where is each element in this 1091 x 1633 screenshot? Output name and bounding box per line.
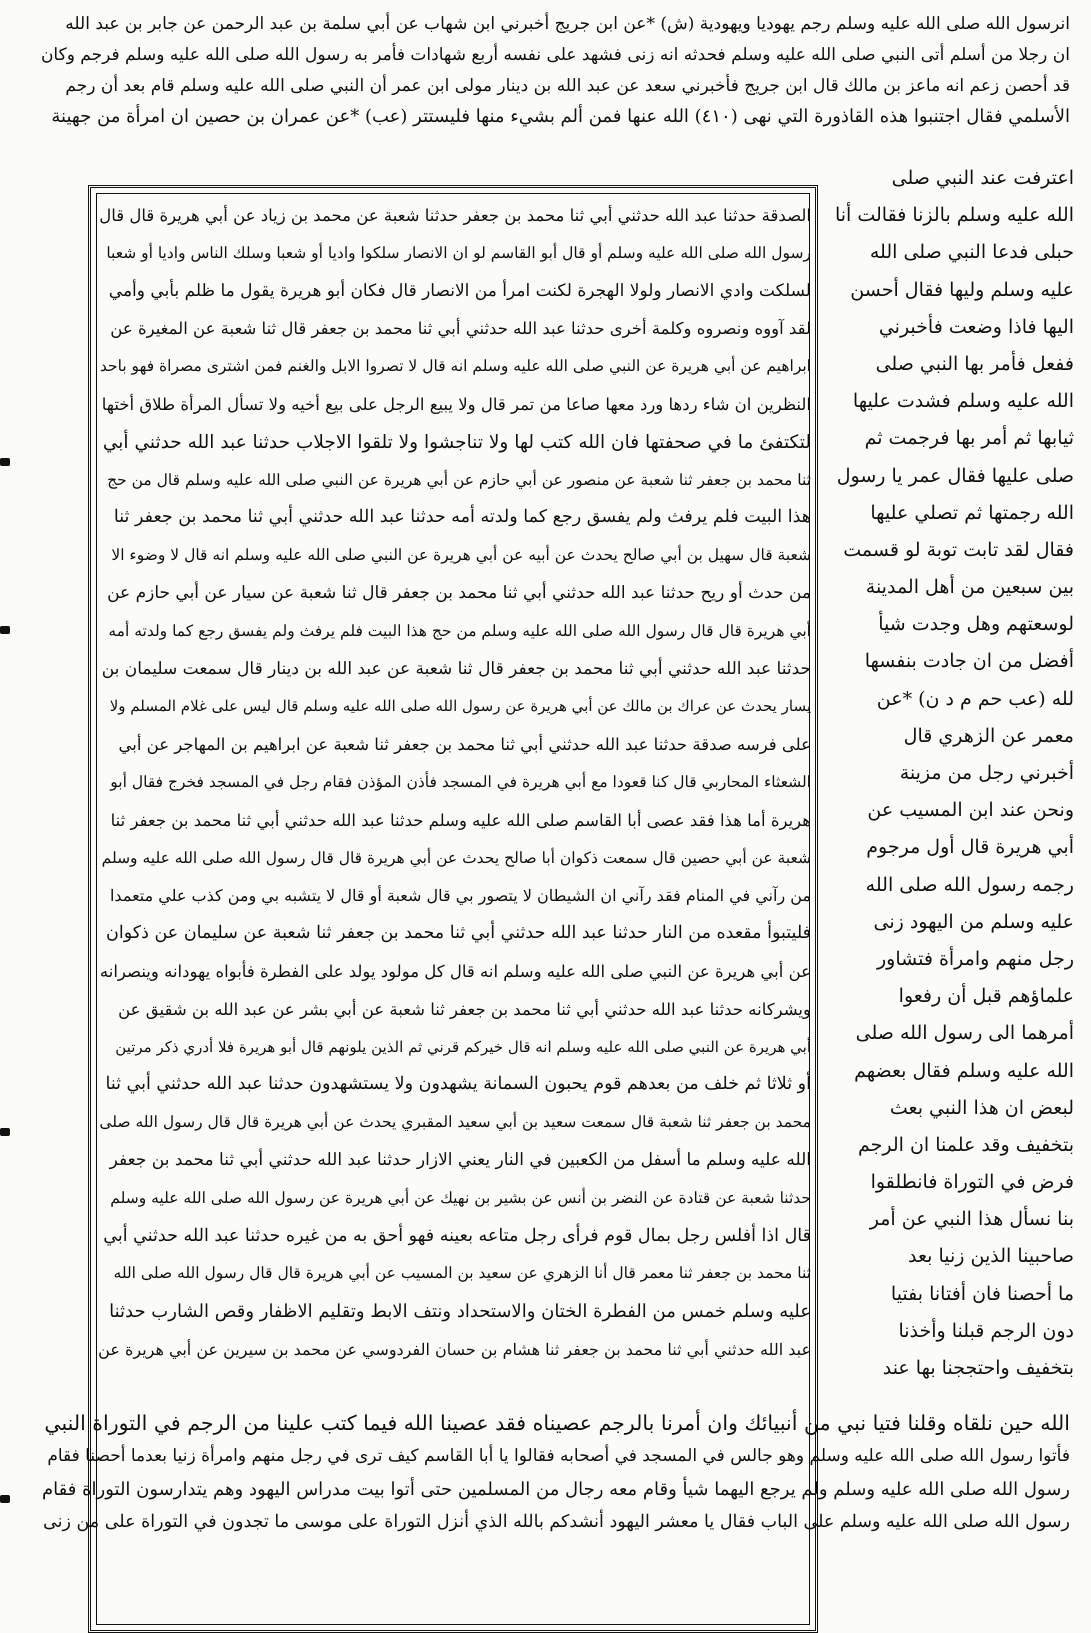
main-text-line: شعبة قال سهيل بن أبي صالح يحدث عن أبيه عن أبي هريرة عن النبي صلى الله عليه وسلم انه قال لا وضوء الا — [111, 546, 811, 565]
bottom-text-line: رسول الله صلى الله عليه وسلم على الباب فقال يا معشر اليهود أنشدكم بالله الذي أنزل التوراة على موسى ما تجدون في التوراة على من زنى — [42, 1512, 1070, 1532]
main-text-line: محمد بن جعفر ثنا شعبة قال سمعت سعيد بن أبي سعيد المقبري يحدث عن أبي هريرة قال قال رسول الله صلى — [99, 1113, 811, 1132]
bottom-text-line: فأتوا رسول الله صلى الله عليه وسلم وهو جالس في المسجد في أصحابه فقالوا يا أبا القاسم كيف ترى في رجل منهم وامرأة زنيا بعدما أحصنا فقام — [47, 1446, 1070, 1466]
margin-text-line: حبلى فدعا النبي صلى الله — [869, 241, 1074, 264]
top-text-line: انرسول الله صلى الله عليه وسلم رجم يهوديا ويهودية (ش) *عن ابن جريج أخبرني ابن شهاب عن أبي سلمة بن عبد الرحمن عن جابر بن عبد الله — [65, 14, 1070, 34]
main-text-line: أبي هريرة قال قال رسول الله صلى الله عليه وسلم من حج هذا البيت فلم يرفث ولم يفسق رجع كما ولدته أمه — [108, 621, 811, 640]
main-text-line: الشعثاء المحاربي قال كنا قعودا مع أبي هريرة في المسجد فأذن المؤذن فقام رجل في المسجد فخرج فقال أبو — [110, 772, 811, 791]
main-text-line: عليه وسلم خمس من الفطرة الختان والاستحداد ونتف الابط وتقليم الاظفار وقص الشارب حدثنا — [109, 1301, 811, 1323]
margin-text-line: عليه وسلم من اليهود زنى — [873, 910, 1074, 933]
main-text-line: ثنا محمد بن جعفر ثنا شعبة عن منصور عن أبي حازم عن أبي هريرة عن النبي صلى الله عليه وسلم قال من حج — [107, 470, 811, 489]
margin-text-line: رجل منهم وامرأة فتشاور — [877, 947, 1074, 970]
margin-text-line: لله (عب حم م د ن) *عن — [876, 687, 1074, 710]
main-text-line: فليتبوأ مقعده من النار حدثنا عبد الله حدثني أبي ثنا محمد بن جعفر ثنا شعبة عن سليمان عن ذكوان — [106, 923, 811, 944]
main-text-line: عبد الله حدثني أبي ثنا محمد بن جعفر ثنا هشام بن حسان الفردوسي عن محمد بن سيرين عن أبي هريرة عن — [98, 1339, 811, 1359]
main-text-line: من حدث أو ريح حدثنا عبد الله حدثني أبي ثنا محمد بن جعفر قال ثنا شعبة عن سيار عن أبي حازم عن — [107, 582, 811, 603]
main-text-line: أبي هريرة عن النبي صلى الله عليه وسلم انه قال خيركم قرني ثم الذين يلونهم قال أبو هريرة فلا أدري ذكر مرتين — [115, 1037, 811, 1056]
top-text-line: قد أحصن زعم انه ماعز بن مالك قال ابن جريج فأخبرني سعد عن عبد الله بن دينار مولى ابن عمر أن النبي صلى الله عليه وسلم قام بعد أن رجم — [65, 76, 1070, 96]
main-text-line: يسار يحدث عن عراك بن مالك عن أبي هريرة عن رسول الله صلى الله عليه وسلم قال ليس على غلام المسلم ولا — [109, 697, 811, 716]
main-text-line: أو ثلاثا ثم خلف من بعدهم قوم يحبون السمانة يشهدون ولا يستشهدون حدثنا عبد الله حدثني أبي ثنا — [105, 1074, 811, 1095]
margin-text-line: بتخفيف واحتججنا بها عند — [882, 1357, 1074, 1379]
margin-text-line: لبعض ان هذا النبي بعث — [889, 1096, 1074, 1119]
margin-text-line: أبي هريرة قال أول مرجوم — [866, 836, 1074, 859]
bottom-text-block — [40, 1407, 1070, 1539]
margin-text-line: أفضل من ان جادت بنفسها — [864, 650, 1074, 673]
bottom-text-line: الله حين نلقاه وقلنا فتيا نبي من أنبيائك وان أمرنا بالرجم عصيناه فقد عصينا الله فيما كتب علينا من الرجم في التوراة النبي — [44, 1411, 1070, 1435]
margin-text-line: علماؤهم قبل أن رفعوا — [898, 985, 1074, 1008]
margin-text-line: عليه وسلم وليها فقال أحسن — [850, 278, 1074, 301]
main-text-line: على فرسه صدقة حدثنا عبد الله حدثني أبي ثنا محمد بن جعفر ثنا شعبة عن ابراهيم بن المهاجر عن أبي — [118, 735, 811, 755]
main-text-line: ابراهيم عن أبي هريرة عن النبي صلى الله عليه وسلم انه قال لا تصروا الابل والغنم فمن اشترى مصراة فهو باحد — [99, 357, 811, 376]
top-text-line: الأسلمي فقال اجتنبوا هذه القاذورة التي نهى (٤١٠) الله عنها فمن ألم بشيء منها فليستتر (عب) *عن عمران بن حصين ان امرأة من جهينة — [51, 106, 1070, 127]
margin-text-line: ثيابها ثم أمر بها فرجمت ثم — [864, 427, 1074, 450]
margin-text-line: رجمه رسول الله صلى الله — [865, 873, 1074, 896]
margin-commentary-block — [826, 160, 1074, 1387]
margin-text-line: بين سبعين من أهل المدينة — [865, 576, 1074, 599]
scan-edge-mark — [0, 626, 10, 634]
margin-text-line: اعترفت عند النبي صلى — [891, 167, 1074, 189]
main-text-line: لقد آووه ونصروه وكلمة أخرى حدثنا عبد الله حدثني أبي ثنا محمد بن جعفر قال ثنا شعبة عن المغيرة عن — [110, 319, 811, 339]
main-text-line: حدثنا عبد الله حدثني أبي ثنا محمد بن جعفر قال ثنا شعبة عن عبد الله بن دينار قال سمعت سليمان بن — [101, 658, 811, 679]
margin-text-line: اليها فاذا وضعت فأخبرني — [878, 315, 1074, 338]
main-text-line: النظرين ان شاء ردها ورد معها صاعا من تمر قال ولا يبيع الرجل على بيع أخيه ولا تسأل المرأة طلاق أختها — [101, 394, 811, 414]
margin-text-line: ونحن عند ابن المسيب عن — [867, 799, 1074, 822]
margin-text-line: ففعل فأمر بها النبي صلى — [875, 352, 1074, 375]
margin-text-line: أمرهما الى رسول الله صلى — [855, 1022, 1074, 1045]
main-text-line: قال اذا أفلس رجل بمال قوم فرأى رجل متاعه بعينه فهو أحق به من غيره حدثنا عبد الله حدثني أبي — [103, 1225, 811, 1246]
main-text-line: عن أبي هريرة عن النبي صلى الله عليه وسلم انه قال كل مولود يولد على الفطرة فأبواه يهودانه وينصرانه — [99, 961, 811, 981]
main-text-line: لسلكت وادي الانصار ولولا الهجرة لكنت امرأ من الانصار قال فكان أبو هريرة يقول ما ظلم بأبي وأمي — [108, 280, 811, 301]
scan-edge-mark — [0, 1128, 10, 1136]
margin-text-line: دون الرجم قبلنا وأخذنا — [898, 1319, 1074, 1342]
margin-text-line: صاحبينا الذين زنيا بعد — [908, 1245, 1074, 1268]
margin-text-line: فرض في التوراة فانطلقوا — [870, 1171, 1074, 1194]
margin-text-line: فقال لقد تابت توبة لو قسمت — [843, 538, 1074, 561]
main-text-block — [98, 197, 811, 1369]
margin-text-line: الله رجمتها ثم تصلي عليها — [870, 501, 1074, 524]
margin-text-line: بتخفيف وقد علمنا ان الرجم — [858, 1133, 1074, 1156]
margin-text-line: الله عليه وسلم بالزنا فقالت أنا — [834, 204, 1074, 227]
scan-edge-mark — [0, 1495, 10, 1503]
margin-text-line: صلى عليها فقال عمر يا رسول — [836, 464, 1074, 487]
main-text-line: الصدقة حدثنا عبد الله حدثني أبي ثنا محمد بن جعفر حدثنا شعبة عن محمد بن زياد عن أبي هريرة قال قال — [99, 206, 811, 225]
main-text-line: الله عليه وسلم ما أسفل من الكعبين في النار يعني الازار حدثنا عبد الله حدثني أبي ثنا محمد بن جعفر — [109, 1149, 811, 1170]
main-text-line: من رآني في المنام فقد رآني ان الشيطان لا يتصور بي قال شعبة أو قال لا يتشبه بي ومن كذب علي متعمدا — [109, 886, 811, 906]
main-text-line: رسول الله صلى الله عليه وسلم أو قال أبو القاسم لو ان الانصار سلكوا واديا أو شعبا وسلك الناس واديا أو شعبا — [106, 243, 811, 262]
margin-text-line: أخبرني رجل من مزينة — [899, 762, 1074, 784]
main-text-line: هذا البيت فلم يرفث ولم يفسق رجع كما ولدته أمه حدثنا عبد الله حدثني أبي ثنا محمد بن جعفر ثنا — [113, 507, 811, 528]
margin-text-line: ما أحصنا فان أفتانا بفتيا — [890, 1282, 1074, 1305]
bottom-text-line: رسول الله صلى الله عليه وسلم ولم يرجع اليهما شيأ وقام معه رجال من المسلمين حتى أتوا بيت مدراس اليهود وهم يتدارسون التوراة فقام — [42, 1479, 1070, 1500]
main-text-line: حدثنا شعبة عن قتادة عن النضر بن أنس عن بشير بن نهيك عن أبي هريرة عن رسول الله صلى الله عليه وسلم — [110, 1188, 811, 1207]
top-text-line: ان رجلا من أسلم أتى النبي صلى الله عليه وسلم فحدثه انه زنى فشهد على نفسه أربع شهادات فأمر به رسول الله صلى الله عليه وسلم فرجم وكان — [40, 45, 1070, 65]
scan-edge-mark — [0, 458, 10, 466]
main-text-line: لتكتفئ ما في صحفتها فان الله كتب لها ولا تناجشوا ولا تلقوا الاجلاب حدثنا عبد الله حدثني أبي — [102, 431, 811, 453]
main-text-line: ويشركانه حدثنا عبد الله حدثني أبي ثنا محمد بن جعفر ثنا شعبة عن أبي بشر عن عبد الله بن شقيق عن — [118, 999, 811, 1019]
main-text-line: شعبة عن أبي حصين قال سمعت ذكوان أبا صالح يحدث عن أبي هريرة قال قال رسول الله صلى الله عليه وسلم — [101, 848, 811, 867]
margin-text-line: الله عليه وسلم فشدت عليها — [852, 390, 1074, 413]
margin-text-line: معمر عن الزهري قال — [903, 724, 1074, 747]
top-text-block — [40, 10, 1070, 134]
margin-text-line: الله عليه وسلم فقال بعضهم — [854, 1059, 1074, 1082]
main-text-line: ثنا محمد بن جعفر ثنا معمر قال أنا الزهري عن سعيد بن المسيب عن أبي هريرة قال قال رسول الله صلى الله — [113, 1264, 811, 1283]
margin-text-line: لوسعتهم وهل وجدت شيأ — [878, 613, 1074, 636]
main-text-line: هريرة أما هذا فقد عصى أبا القاسم صلى الله عليه وسلم حدثنا عبد الله حدثني أبي ثنا محمد بن جعفر ثنا — [110, 810, 811, 830]
margin-text-line: بنا نسأل هذا النبي عن أمر — [869, 1208, 1074, 1231]
